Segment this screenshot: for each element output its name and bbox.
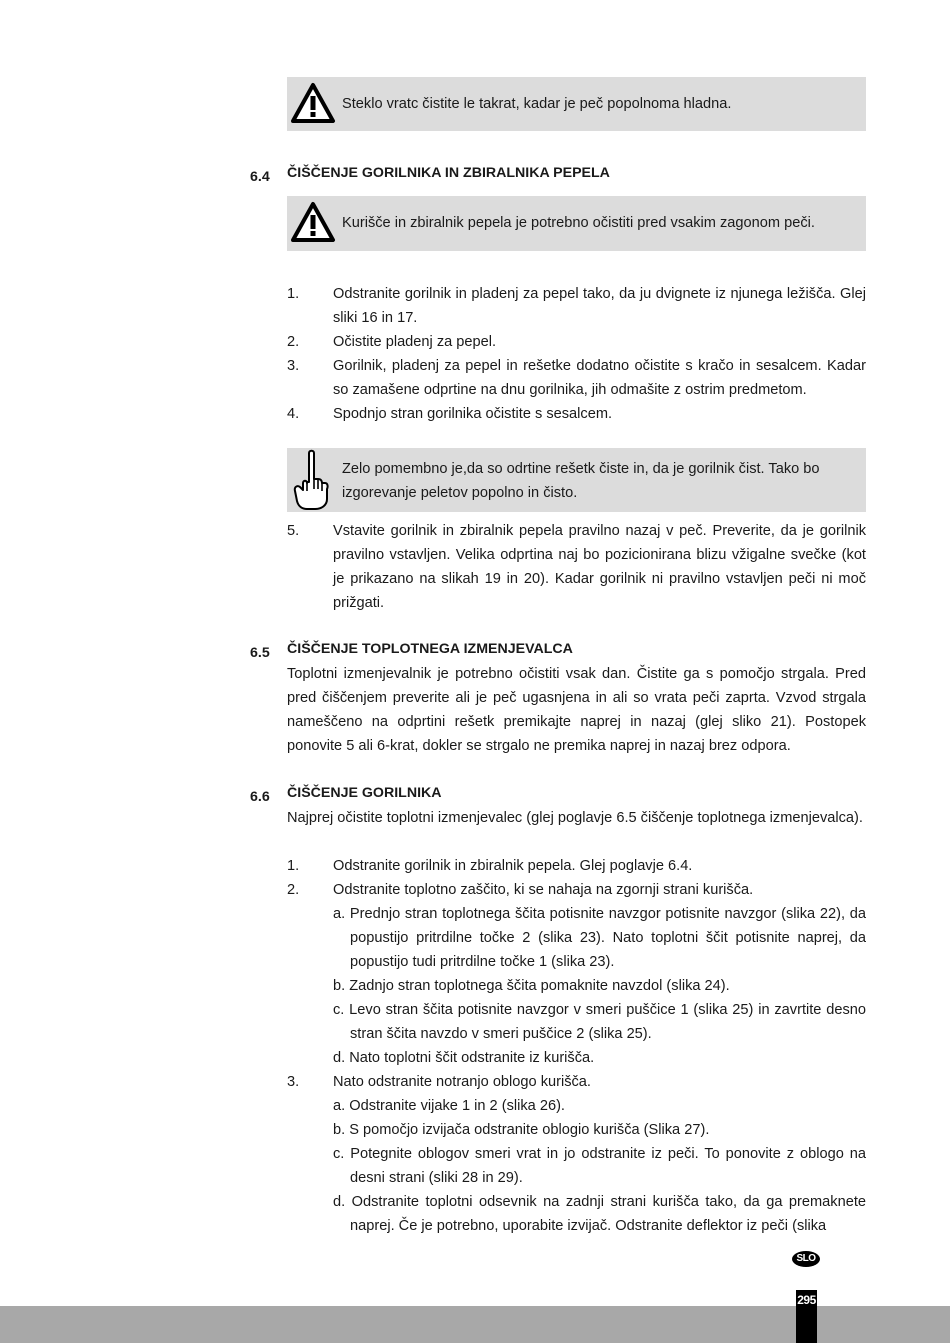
- list-item: Spodnjo stran gorilnika očistite s sesalcem.: [333, 406, 613, 422]
- sub-list-item: d. Odstranite toplotni odsevnik na zadnji strani kurišča tako, da ga premaknete naprej. Če je potrebno, uporabite izvijač. Odstranite deflektor iz peči (slika: [333, 1194, 866, 1234]
- list-item: Nato odstranite notranjo oblogo kurišča.: [333, 1074, 591, 1090]
- list-number: 3.: [287, 358, 300, 374]
- list-number: 2.: [287, 882, 300, 898]
- note-text: Zelo pomembno je,da so odrtine rešetk čiste in, da je gorilnik čist. Tako bo izgorevanje peletov popolno in čisto.: [342, 461, 820, 501]
- list-number: 2.: [287, 334, 300, 350]
- list-item: Odstranite gorilnik in zbiralnik pepela. Glej poglavje 6.4.: [333, 858, 693, 874]
- note-box: [287, 448, 866, 512]
- sub-list-item: c. Potegnite oblogov smeri vrat in jo odstranite iz peči. To ponovite z oblogo na desni strani (sliki 28 in 29).: [333, 1146, 866, 1186]
- list-item: Očistite pladenj za pepel.: [333, 334, 497, 350]
- page-number: 295: [797, 1293, 816, 1307]
- language-badge: SLO: [792, 1251, 820, 1267]
- list-number: 3.: [287, 1074, 300, 1090]
- list-number: 4.: [287, 406, 300, 422]
- warning-triangle-icon: [290, 81, 336, 127]
- list-number: 1.: [287, 858, 300, 874]
- list-item: Gorilnik, pladenj za pepel in rešetke dodatno očistite s kračo in sesalcem. Kadar so zamašene odprtine na dnu gorilnika, jih odmašite z ostrim predmetom.: [333, 358, 866, 398]
- sub-list-item: a. Prednjo stran toplotnega ščita potisnite navzgor potisnite navzgor (slika 22), da popustijo pritrdilne točke 2 (slika 23). Nato toplotni ščit potisnite naprej, da popustijo tudi pritrdilne točke 1 (slika 23).: [333, 906, 866, 970]
- pointing-hand-icon: [291, 449, 333, 511]
- section-body: Toplotni izmenjevalnik je potrebno očistiti vsak dan. Čistite ga s pomočjo strgala. Pred pred čiščenjem preverite ali je peč ugasnjena in ali so vrata peči zaprta. Vzvod strgala nameščeno na odprtini rešetk premikajte naprej in nazaj (glej sliko 21). Postopek ponovite 5 ali 6-krat, dokler se strgalo ne premika naprej in nazaj brez odpora.: [287, 666, 866, 754]
- sub-list-item: a. Odstranite vijake 1 in 2 (slika 26).: [333, 1098, 565, 1114]
- warning-box: [287, 196, 866, 251]
- sub-list-item: d. Nato toplotni ščit odstranite iz kurišča.: [333, 1050, 595, 1066]
- list-item: Odstranite toplotno zaščito, ki se nahaja na zgornji strani kurišča.: [333, 882, 754, 898]
- sub-list-item: b. Zadnjo stran toplotnega ščita pomaknite navzdol (slika 24).: [333, 978, 730, 994]
- warning-text: Kurišče in zbiralnik pepela je potrebno očistiti pred vsakim zagonom peči.: [342, 215, 815, 231]
- warning-text: Steklo vratc čistite le takrat, kadar je peč popolnoma hladna.: [342, 96, 732, 112]
- warning-triangle-icon: [290, 200, 336, 246]
- list-number: 5.: [287, 523, 300, 539]
- list-item: Odstranite gorilnik in pladenj za pepel tako, da ju dvignete iz njunega ležišča. Glej sliki 16 in 17.: [333, 286, 866, 326]
- warning-box: [287, 77, 866, 131]
- section-body: Najprej očistite toplotni izmenjevalec (glej poglavje 6.5 čiščenje toplotnega izmenjevalca).: [287, 810, 863, 826]
- sub-list-item: b. S pomočjo izvijača odstranite oblogio kurišča (Slika 27).: [333, 1122, 710, 1138]
- list-item: Vstavite gorilnik in zbiralnik pepela pravilno nazaj v peč. Preverite, da je gorilnik pravilno vstavljen. Velika odprtina naj bo pozicionirana blizu vžigalne svečke (kot je prikazano na slikah 19 in 20). Kadar gorilnik ni pravilno vstavljen peči ni moč prižgati.: [333, 523, 866, 611]
- sub-list-item: c. Levo stran ščita potisnite navzgor v smeri puščice 1 (slika 25) in zavrtite desno stran ščita navzdo v smeri puščice 2 (slika 25).: [333, 1002, 866, 1042]
- list-number: 1.: [287, 286, 300, 302]
